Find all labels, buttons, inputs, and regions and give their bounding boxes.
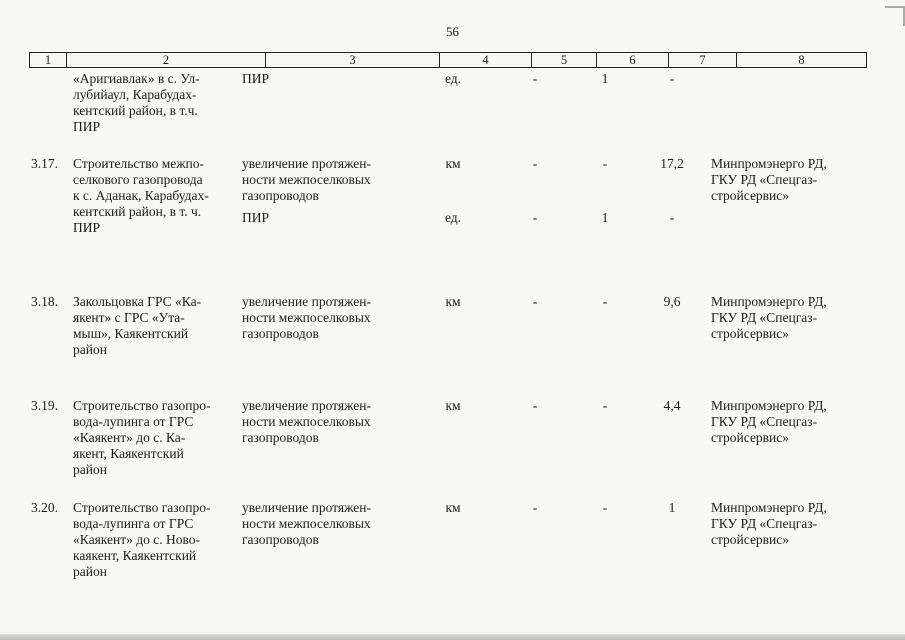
row-executor-line: Минпромэнерго РД, xyxy=(711,294,827,309)
row-indicator-line: ности межпоселковых xyxy=(242,414,371,429)
row-indicator-line: увеличение протяжен- xyxy=(242,500,371,515)
row-executor-line: стройсервис» xyxy=(711,326,790,341)
row-number: 3.20. xyxy=(31,500,58,515)
row-name-line: Строительство газопро- xyxy=(73,500,211,515)
row-indicator-line: увеличение протяжен- xyxy=(242,398,371,413)
row-name-line: кентский район, в т. ч. xyxy=(73,204,202,219)
row-name-line: к с. Аданак, Карабудах- xyxy=(73,188,209,203)
row-indicator-line: увеличение протяжен- xyxy=(242,156,371,171)
row-indicator-line: ности межпоселковых xyxy=(242,516,371,531)
row-name-line: ПИР xyxy=(73,119,101,134)
row-name-line: вода-лупинга от ГРС xyxy=(73,414,194,429)
row-executor-line: ГКУ РД «Спецгаз- xyxy=(711,310,818,325)
row-name-line: «Аригиавлак» в с. Ул- xyxy=(73,71,200,86)
row-name-line: якент» с ГРС «Ута- xyxy=(73,310,185,325)
row-name-line: Строительство газопро- xyxy=(73,398,211,413)
row-col6-value: - xyxy=(602,156,608,171)
row-unit: км xyxy=(445,500,461,515)
row-executor-line: ГКУ РД «Спецгаз- xyxy=(711,172,818,187)
row-col5-value: - xyxy=(532,71,538,86)
row-col6-value: 1 xyxy=(601,71,609,86)
row-col6-value: - xyxy=(602,398,608,413)
row-name-line: район xyxy=(73,564,107,579)
row-col7-value: 4,4 xyxy=(663,398,681,413)
row-indicator: ПИР xyxy=(242,71,270,86)
row-executor-line: Минпромэнерго РД, xyxy=(711,500,827,515)
scan-bottom-edge xyxy=(0,634,905,640)
row-executor-line: стройсервис» xyxy=(711,532,790,547)
row-indicator-line: газопроводов xyxy=(242,188,319,203)
row-sub-unit: ед. xyxy=(444,210,462,225)
table-header-row xyxy=(29,52,867,68)
row-unit: км xyxy=(445,398,461,413)
row-col7-value: - xyxy=(669,71,675,86)
header-col-7: 7 xyxy=(669,53,737,67)
row-unit: км xyxy=(445,156,461,171)
row-col7-value: 9,6 xyxy=(663,294,681,309)
row-number: 3.17. xyxy=(31,156,58,171)
row-name-line: мыш», Каякентский xyxy=(73,326,189,341)
row-executor-line: ГКУ РД «Спецгаз- xyxy=(711,516,818,531)
row-name-line: район xyxy=(73,342,107,357)
row-executor-line: стройсервис» xyxy=(711,188,790,203)
page-number: 56 xyxy=(446,24,459,39)
row-number: 3.18. xyxy=(31,294,58,309)
row-number: 3.19. xyxy=(31,398,58,413)
row-name-line: Закольцовка ГРС «Ка- xyxy=(73,294,202,309)
row-sub-col7-value: - xyxy=(669,210,675,225)
row-col7-value: 1 xyxy=(668,500,676,515)
row-col6-value: - xyxy=(602,294,608,309)
row-name-line: «Каякент» до с. Ка- xyxy=(73,430,186,445)
row-executor-line: Минпромэнерго РД, xyxy=(711,398,827,413)
row-indicator-line: газопроводов xyxy=(242,430,319,445)
row-executor-line: стройсервис» xyxy=(711,430,790,445)
row-sub-indicator: ПИР xyxy=(242,210,270,225)
row-name-line: селкового газопровода xyxy=(73,172,203,187)
row-name-line: кентский район, в т.ч. xyxy=(73,103,198,118)
row-sub-col6-value: 1 xyxy=(601,210,609,225)
row-indicator-line: газопроводов xyxy=(242,532,319,547)
row-name-line: каякент, Каякентский xyxy=(73,548,197,563)
row-unit: км xyxy=(445,294,461,309)
header-col-1: 1 xyxy=(30,53,67,67)
row-executor-line: ГКУ РД «Спецгаз- xyxy=(711,414,818,429)
row-unit: ед. xyxy=(444,71,462,86)
row-col5-value: - xyxy=(532,500,538,515)
row-col5-value: - xyxy=(532,156,538,171)
row-col5-value: - xyxy=(532,398,538,413)
row-name-line: «Каякент» до с. Ново- xyxy=(73,532,201,547)
header-col-4: 4 xyxy=(440,53,532,67)
row-col6-value: - xyxy=(602,500,608,515)
row-name-line: Строительство межпо- xyxy=(73,156,205,171)
row-name-line: ПИР xyxy=(73,220,101,235)
row-name-line: район xyxy=(73,462,107,477)
row-executor-line: Минпромэнерго РД, xyxy=(711,156,827,171)
header-col-6: 6 xyxy=(597,53,669,67)
row-sub-col5-value: - xyxy=(532,210,538,225)
row-indicator-line: ности межпоселковых xyxy=(242,172,371,187)
scan-corner-mark xyxy=(885,6,905,26)
row-indicator-line: газопроводов xyxy=(242,326,319,341)
row-col7-value: 17,2 xyxy=(660,156,684,171)
header-col-3: 3 xyxy=(266,53,440,67)
row-name-line: вода-лупинга от ГРС xyxy=(73,516,194,531)
header-col-5: 5 xyxy=(532,53,597,67)
header-col-2: 2 xyxy=(67,53,266,67)
row-name-line: якент, Каякентский xyxy=(73,446,184,461)
row-indicator-line: увеличение протяжен- xyxy=(242,294,371,309)
row-name-line: лубийаул, Карабудах- xyxy=(73,87,197,102)
row-indicator-line: ности межпоселковых xyxy=(242,310,371,325)
header-col-8: 8 xyxy=(798,53,805,67)
row-col5-value: - xyxy=(532,294,538,309)
